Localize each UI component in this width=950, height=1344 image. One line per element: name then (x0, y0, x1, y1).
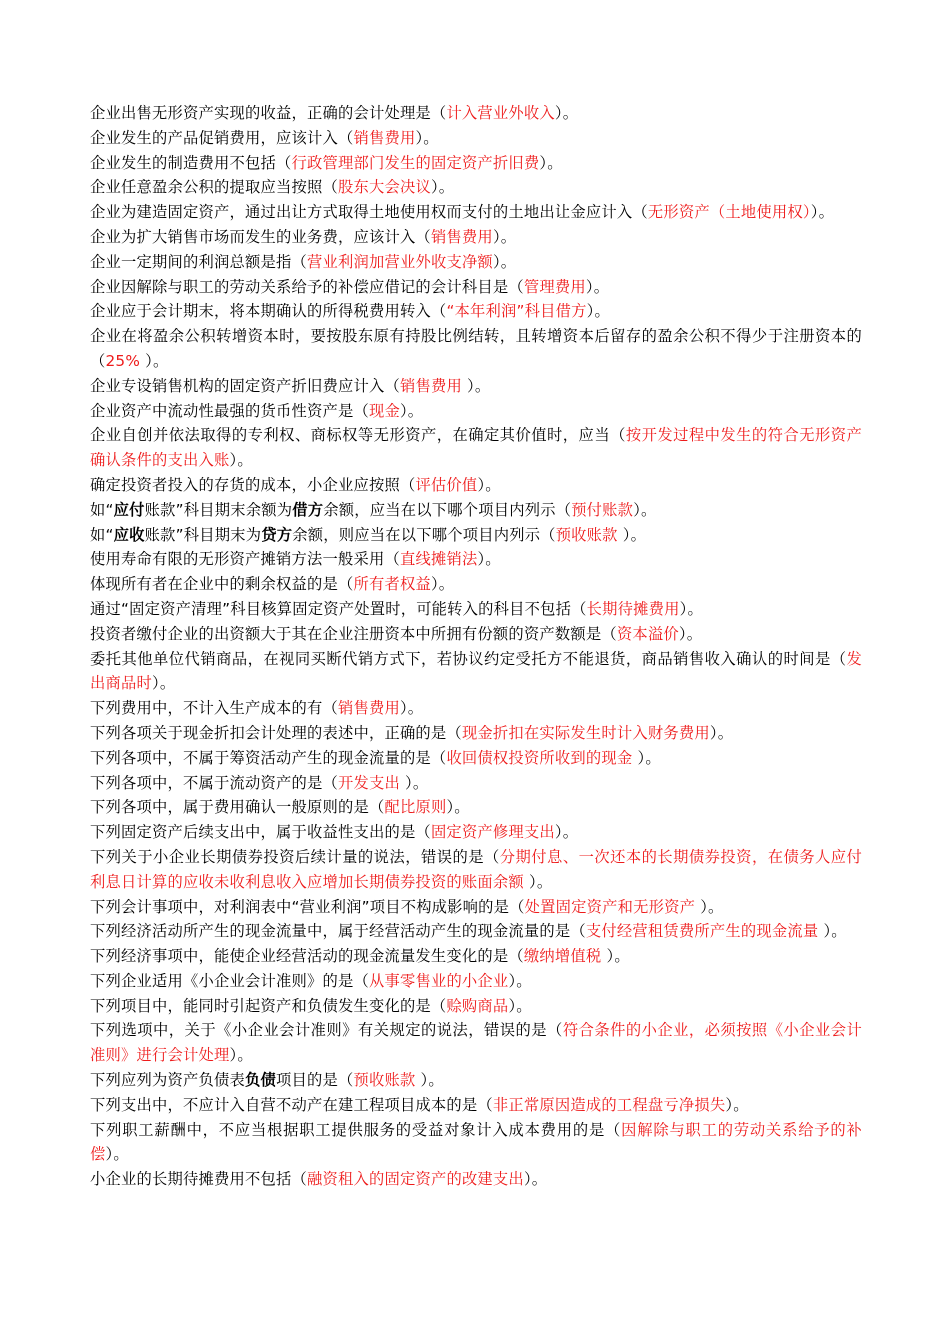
question-item (90, 399, 862, 424)
question-answer: 所有者权益 (353, 575, 431, 594)
question-answer: 符合条件的小企业，必须按照《小企业会计准则》进行会计处理 (90, 1021, 862, 1065)
question-text: 下列支出中，不应计入自营不动产在建工程项目成本的是（ (90, 1095, 493, 1114)
question-text: 企业为扩大销售市场而发生的业务费，应该计入（ (90, 227, 431, 246)
question-text: 企业在将盈余公积转增资本时，要按股东原有持股比例结转，且转增资本后留存的盈余公积不得少于注册资本的（ (90, 327, 862, 370)
question-text: ）。 (420, 1071, 444, 1090)
question-text: ）。 (554, 104, 579, 122)
question-text: ）。 (430, 575, 455, 594)
question-text: 企业出售无形资产实现的收益，正确的会计处理是（ (90, 104, 447, 122)
question-text: ）。 (823, 922, 847, 941)
question-answer: 从事零售业的小企业 (368, 971, 509, 990)
question-text: ）。 (477, 550, 501, 569)
question-text: 下列企业适用《小企业会计准则》的是（ (90, 971, 369, 990)
question-answer: 现金 (368, 401, 400, 420)
question-text: ）。 (709, 723, 734, 742)
question-text: ）。 (810, 203, 835, 222)
question-item (90, 374, 862, 399)
question-answer: 长期待摊费用 (586, 599, 680, 618)
question-item (90, 845, 862, 895)
question-text: 如“ (90, 500, 114, 519)
question-item (90, 151, 862, 176)
question-emphasis: 借方 (292, 500, 324, 519)
question-text: 通过“固定资产清理”科目核算固定资产处置时，可能转入的科目不包括（ (90, 599, 587, 618)
question-item (90, 1018, 862, 1068)
question-answer: “本年利润”科目借方 (446, 302, 587, 321)
question-text: ）。 (679, 599, 703, 618)
question-text: ）。 (105, 1145, 129, 1164)
question-answer: 赊购商品 (446, 996, 509, 1015)
question-text: ）。 (399, 699, 424, 718)
question-answer: 营业利润加营业外收支净额 (306, 252, 493, 271)
question-text: 体现所有者在企业中的剩余权益的是（ (90, 575, 354, 594)
question-answer: 融资租入的固定资产的改建支出 (306, 1170, 524, 1189)
question-text: ）。 (585, 277, 610, 296)
question-text: ）。 (700, 897, 724, 916)
question-item (90, 1118, 862, 1168)
question-text: 余额，则应当在以下哪个项目内列示（ (292, 525, 556, 544)
question-item (90, 795, 862, 820)
question-emphasis: 贷方 (261, 525, 293, 544)
question-text: 下列会计事项中，对利润表中“营业利润”项目不构成影响的是（ (90, 897, 525, 916)
question-text: ）。 (415, 128, 439, 147)
question-item (90, 1068, 862, 1093)
question-text: ）。 (467, 376, 491, 395)
question-text: 下列经济事项中，能使企业经营活动的现金流量发生变化的是（ (90, 947, 524, 966)
question-text: ）。 (523, 1170, 548, 1189)
question-text: ）。 (229, 1046, 253, 1065)
question-text: ）。 (606, 947, 630, 966)
question-item (90, 126, 862, 151)
question-text: ）。 (528, 872, 553, 891)
question-text: 下列应列为资产负债表 (90, 1071, 245, 1090)
question-emphasis: 负债 (244, 1071, 276, 1090)
question-text: 如“ (90, 525, 114, 544)
question-text: ）。 (492, 252, 517, 271)
question-text: ）。 (539, 153, 563, 172)
question-item (90, 994, 862, 1019)
question-answer: 计入营业外收入 (446, 104, 555, 122)
question-text: ）。 (152, 674, 176, 693)
question-answer: 25% (105, 351, 141, 370)
question-item (90, 498, 862, 523)
question-answer: 销售费用 (430, 227, 493, 246)
question-item (90, 1093, 862, 1118)
question-text: 下列各项中，不属于流动资产的是（ (90, 773, 338, 792)
question-text: 下列职工薪酬中，不应当根据职工提供服务的受益对象计入成本费用的是（ (90, 1120, 622, 1139)
question-text: 投资者缴付企业的出资额大于其在企业注册资本中所拥有份额的资产数额是（ (90, 624, 617, 643)
question-text: ）。 (405, 773, 429, 792)
question-answer: 现金折扣在实际发生时计入财务费用 (461, 723, 710, 742)
question-item (90, 200, 862, 225)
question-item (90, 622, 862, 647)
question-text: 企业为建造固定资产，通过出让方式取得土地使用权而支付的土地出让金应计入（ (90, 203, 648, 222)
question-text: 余额，应当在以下哪个项目内列示（ (323, 500, 572, 519)
question-text: 企业发生的制造费用不包括（ (90, 153, 292, 172)
question-item (90, 101, 862, 126)
question-text: ）。 (554, 823, 579, 842)
question-item (90, 1167, 862, 1192)
question-emphasis: 应收 (113, 525, 145, 544)
question-answer: 分期付息、一次还本的长期债券投资，在债务人应付利息日计算的应收未收利息收入应增加长期债券投资的账面余额 (90, 847, 863, 891)
question-answer: 预收账款 (353, 1071, 421, 1090)
question-item (90, 324, 862, 374)
question-text: ）。 (508, 971, 532, 990)
question-answer: 销售费用 (399, 376, 468, 395)
question-text: 账款”科目期末为 (144, 525, 262, 544)
question-text: 下列各项中，不属于筹资活动产生的现金流量的是（ (90, 748, 447, 767)
question-text: 下列关于小企业长期债券投资后续计量的说法，错误的是（ (90, 847, 500, 866)
question-answer: 预付账款 (571, 500, 634, 519)
question-text: ）。 (140, 351, 169, 370)
question-item (90, 746, 862, 771)
question-answer: 股东大会决议 (337, 178, 431, 197)
question-text: 小企业的长期待摊费用不包括（ (90, 1170, 307, 1189)
question-answer: 资本溢价 (616, 624, 679, 643)
question-text: 下列各项关于现金折扣会计处理的表述中，正确的是（ (90, 723, 462, 742)
question-item (90, 572, 862, 597)
question-answer: 因解除与职工的劳动关系给予的补偿 (90, 1120, 862, 1164)
question-answer: 销售费用 (337, 699, 400, 718)
question-answer: 评估价值 (415, 475, 478, 494)
question-answer: 缴纳增值税 (523, 947, 607, 966)
question-item (90, 597, 862, 622)
question-answer: 管理费用 (523, 277, 586, 296)
question-item (90, 423, 862, 473)
question-item (90, 919, 862, 944)
question-answer: 销售费用 (353, 128, 416, 147)
question-text: 委托其他单位代销商品，在视同买断代销方式下，若协议约定受托方不能退货，商品销售收入确认的时间是（ (90, 649, 847, 668)
question-list (90, 101, 862, 1192)
question-item (90, 547, 862, 572)
question-text: ）。 (586, 302, 611, 321)
question-item (90, 275, 862, 300)
question-item (90, 250, 862, 275)
question-text: 企业一定期间的利润总额是指（ (90, 252, 307, 271)
question-answer: 非正常原因造成的工程盘亏净损失 (492, 1095, 726, 1114)
question-item (90, 895, 862, 920)
question-text: 项目的是（ (275, 1071, 354, 1090)
question-text: ）。 (725, 1095, 749, 1114)
question-item (90, 299, 862, 324)
question-text: 账款”科目期末余额为 (144, 500, 293, 519)
question-text: 使用寿命有限的无形资产摊销方法一般采用（ (90, 550, 400, 569)
question-item (90, 175, 862, 200)
question-text: 企业应于会计期末，将本期确认的所得税费用转入（ (90, 302, 447, 321)
question-item (90, 647, 862, 697)
question-text: ）。 (678, 624, 703, 643)
question-item (90, 696, 862, 721)
question-text: 下列各项中，属于费用确认一般原则的是（ (90, 798, 385, 817)
question-item (90, 944, 862, 969)
question-item (90, 225, 862, 250)
question-text: ）。 (399, 401, 424, 420)
question-text: 企业专设销售机构的固定资产折旧费应计入（ (90, 376, 400, 395)
question-text: 企业发生的产品促销费用，应该计入（ (90, 128, 354, 147)
question-answer: 发出商品时 (90, 649, 862, 693)
question-item (90, 969, 862, 994)
question-text: ）。 (508, 996, 532, 1015)
question-text: 下列费用中，不计入生产成本的有（ (90, 699, 338, 718)
question-answer: 开发支出 (337, 773, 406, 792)
question-text: 企业因解除与职工的劳动关系给予的补偿应借记的会计科目是（ (90, 277, 524, 296)
question-item (90, 721, 862, 746)
question-answer: 固定资产修理支出 (430, 823, 555, 842)
question-text: ）。 (229, 451, 253, 470)
question-answer: 支付经营租赁费所产生的现金流量 (585, 922, 824, 941)
question-text: ）。 (633, 500, 657, 519)
question-text: ）。 (477, 475, 501, 494)
question-text: ）。 (492, 227, 517, 246)
question-text: ）。 (446, 798, 470, 817)
question-answer: 无形资产（土地使用权） (647, 203, 811, 222)
question-answer: 收回债权投资所收到的现金 (446, 748, 638, 767)
question-text: 下列选项中，关于《小企业会计准则》有关规定的说法，错误的是（ (90, 1021, 563, 1040)
question-text: ）。 (622, 525, 647, 544)
question-answer: 直线摊销法 (399, 550, 478, 569)
question-text: 下列经济活动所产生的现金流量中，属于经营活动产生的现金流量的是（ (90, 922, 586, 941)
question-answer: 配比原则 (384, 798, 447, 817)
question-text: ）。 (430, 178, 455, 197)
question-item (90, 523, 862, 548)
question-emphasis: 应付 (113, 500, 145, 519)
question-text: 企业自创并依法取得的专利权、商标权等无形资产，在确定其价值时，应当（ (90, 426, 626, 445)
question-answer: 行政管理部门发生的固定资产折旧费 (291, 153, 540, 172)
question-answer: 按开发过程中发生的符合无形资产确认条件的支出入账 (90, 426, 862, 470)
question-text: 企业资产中流动性最强的货币性资产是（ (90, 401, 369, 420)
question-text: 下列固定资产后续支出中，属于收益性支出的是（ (90, 823, 431, 842)
question-item (90, 473, 862, 498)
question-text: 企业任意盈余公积的提取应当按照（ (90, 178, 338, 197)
question-item (90, 771, 862, 796)
question-text: 下列项目中，能同时引起资产和负债发生变化的是（ (90, 996, 447, 1015)
question-answer: 处置固定资产和无形资产 (524, 897, 701, 916)
question-text: ）。 (637, 748, 661, 767)
question-answer: 预收账款 (555, 525, 623, 544)
question-item (90, 820, 862, 845)
question-text: 确定投资者投入的存货的成本，小企业应按照（ (90, 475, 416, 494)
